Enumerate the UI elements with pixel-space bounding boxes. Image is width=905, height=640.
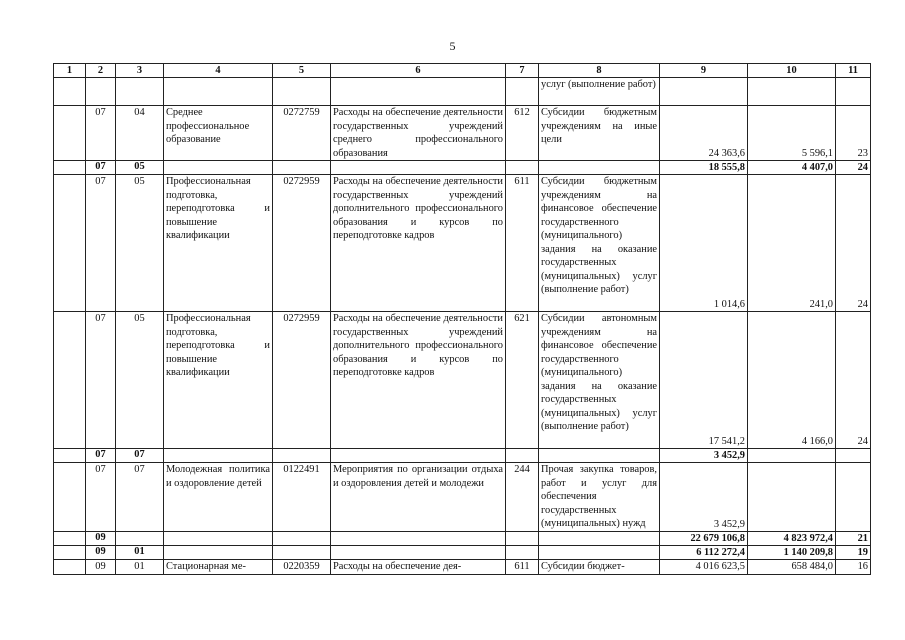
cell-section: 07 [86,161,116,175]
cell-amount-actual: 1 140 209,8 [748,546,836,560]
page-number: 5 [449,39,456,53]
cell-subsection: 01 [116,546,164,560]
cell-name: Молодежная политика и оздоровление детей [164,463,273,532]
cell-name: Профессиональная подготовка, переподготовка и повышение квалификации [164,175,273,312]
cell-amount-plan: 24 363,6 [660,106,748,161]
cell-description: Мероприятия по организации отдыха и оздоровления детей и молодежи [331,463,506,532]
cell-description: Расходы на обеспечение деятельности государственных учреждений среднего профессионального образования [331,106,506,161]
cell-description: Расходы на обеспечение дея- [331,560,506,575]
cell-expense-type: Субсидии бюджетным учреждениям на иные цели [539,106,660,161]
cell-name: Среднее профессиональное образование [164,106,273,161]
table-row [54,312,871,449]
cell-amount-plan: 18 555,8 [660,161,748,175]
cell-subsection: 01 [116,560,164,575]
header-cell: 4 [164,64,273,78]
subtotal-row [54,546,871,560]
table-row [54,106,871,161]
cell-percent: 24 [836,312,871,449]
cell-expense-code: 611 [506,560,539,575]
cell-subsection [116,532,164,546]
header-cell: 10 [748,64,836,78]
cell-percent: 21 [836,532,871,546]
cell-expense-code: 611 [506,175,539,312]
cell-amount-plan: 3 452,9 [660,449,748,463]
cell-expense-type: услуг (выполнение работ) [539,78,660,106]
cell-percent: 23 [836,106,871,161]
cell-percent: 24 [836,175,871,312]
table-row [54,175,871,312]
cell-expense-type: Субсидии бюджетным учреждениям на финансовое обеспечение государственного (муниципального) задания на оказание государственных (муниципальных) услуг (выполнение работ) [539,175,660,312]
cell-subsection: 07 [116,463,164,532]
cell-target-code: 0220359 [273,560,331,575]
cell-percent [836,463,871,532]
cell-subsection: 07 [116,449,164,463]
subtotal-row [54,532,871,546]
cell-subsection: 05 [116,161,164,175]
cell-name: Профессиональная подготовка, переподготовка и повышение квалификации [164,312,273,449]
cell-subsection: 05 [116,312,164,449]
header-cell: 6 [331,64,506,78]
cell-name: Стационарная ме- [164,560,273,575]
cell-target-code: 0122491 [273,463,331,532]
cell-section: 09 [86,532,116,546]
table-row [54,463,871,532]
cell-target-code: 0272959 [273,312,331,449]
cell-description: Расходы на обеспечение деятельности государственных учреждений дополнительного профессионального образования и курсов по переподготовке кадров [331,312,506,449]
header-cell: 1 [54,64,86,78]
header-cell: 3 [116,64,164,78]
header-cell: 7 [506,64,539,78]
cell-amount-actual: 4 407,0 [748,161,836,175]
subtotal-row [54,161,871,175]
cell-amount-actual: 4 166,0 [748,312,836,449]
cell-amount-actual: 5 596,1 [748,106,836,161]
cell-subsection: 04 [116,106,164,161]
table-row [54,78,871,106]
header-cell: 5 [273,64,331,78]
cell-amount-plan: 1 014,6 [660,175,748,312]
header-cell: 11 [836,64,871,78]
cell-percent: 16 [836,560,871,575]
cell-section: 09 [86,546,116,560]
cell-target-code: 0272959 [273,175,331,312]
cell-expense-code: 244 [506,463,539,532]
header-cell: 2 [86,64,116,78]
cell-section: 07 [86,175,116,312]
cell-amount-plan: 4 016 623,5 [660,560,748,575]
cell-expense-type: Субсидии автономным учреждениям на финансовое обеспечение государственного (муниципального) задания на оказание государственных (муниципальных) услуг (выполнение работ) [539,312,660,449]
cell-subsection: 05 [116,175,164,312]
cell-amount-plan: 3 452,9 [660,463,748,532]
cell-amount-plan: 6 112 272,4 [660,546,748,560]
cell-expense-code: 621 [506,312,539,449]
cell-section: 07 [86,106,116,161]
cell-amount-actual [748,449,836,463]
cell-section: 07 [86,312,116,449]
cell-percent: 24 [836,161,871,175]
budget-table [53,63,871,575]
cell-amount-plan: 17 541,2 [660,312,748,449]
header-cell: 8 [539,64,660,78]
cell-amount-plan: 22 679 106,8 [660,532,748,546]
cell-target-code: 0272759 [273,106,331,161]
cell-section: 09 [86,560,116,575]
cell-expense-type: Прочая закупка товаров, работ и услуг для обеспечения государственных (муниципальных) нужд [539,463,660,532]
cell-amount-actual: 4 823 972,4 [748,532,836,546]
cell-amount-actual: 658 484,0 [748,560,836,575]
header-row [54,64,871,78]
cell-amount-actual [748,463,836,532]
table-row [54,560,871,575]
cell-expense-code: 612 [506,106,539,161]
cell-description: Расходы на обеспечение деятельности государственных учреждений дополнительного профессионального образования и курсов по переподготовке кадров [331,175,506,312]
cell-expense-type: Субсидии бюджет- [539,560,660,575]
cell-amount-actual: 241,0 [748,175,836,312]
cell-section: 07 [86,463,116,532]
header-cell: 9 [660,64,748,78]
subtotal-row [54,449,871,463]
cell-percent: 19 [836,546,871,560]
cell-section: 07 [86,449,116,463]
cell-percent [836,449,871,463]
